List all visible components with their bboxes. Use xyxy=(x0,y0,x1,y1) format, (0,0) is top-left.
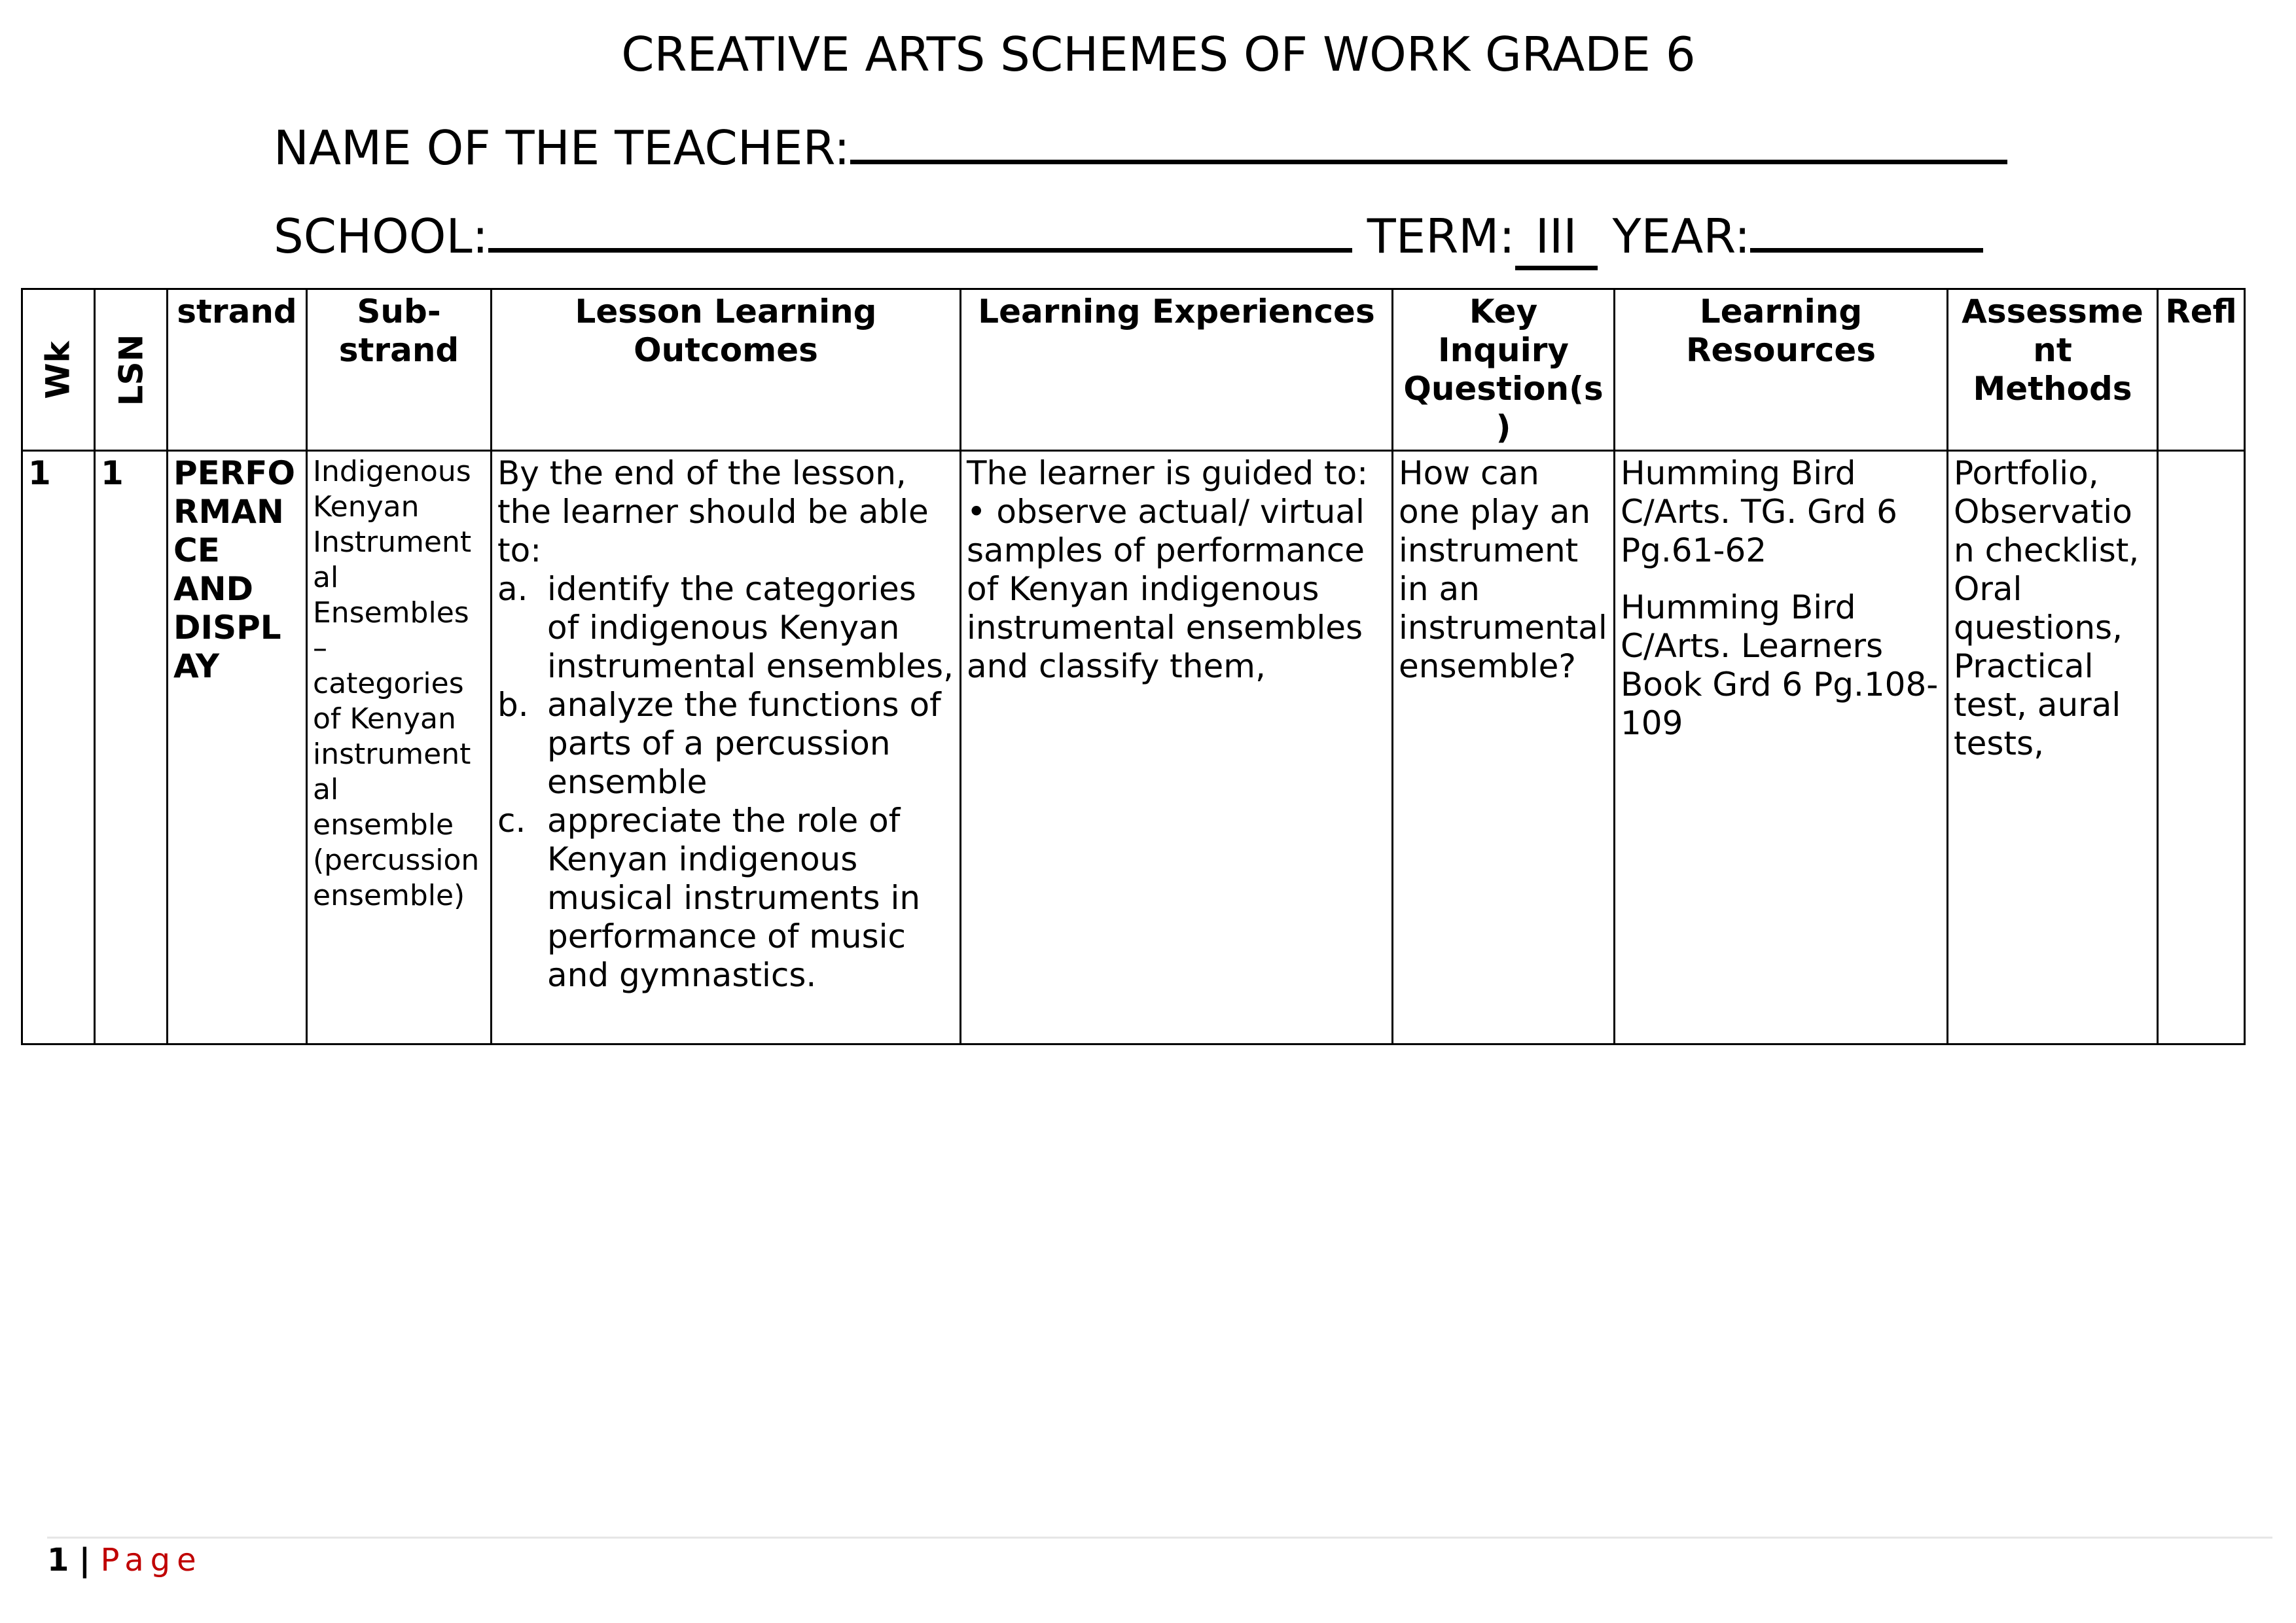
teacher-label: NAME OF THE TEACHER: xyxy=(274,120,850,175)
list-item: a. identify the categories of indigenous Kenyan instrumental ensembles, xyxy=(497,570,954,685)
scheme-of-work-table xyxy=(21,288,2246,1045)
table-header-row xyxy=(22,289,2245,451)
header-resources: Learning Resources xyxy=(1615,289,1948,451)
page-footer xyxy=(47,1539,203,1581)
term-value: III xyxy=(1515,207,1598,270)
term-label: TERM: xyxy=(1367,209,1515,264)
cell-assessment: Portfolio, Observation checklist, Oral questions, Practical test, aural tests, xyxy=(1948,451,2158,1044)
teacher-name-line xyxy=(274,113,2007,177)
header-experiences: Learning Experiences xyxy=(961,289,1393,451)
footer-divider xyxy=(47,1537,2272,1539)
school-blank xyxy=(488,201,1352,253)
year-label: YEAR: xyxy=(1612,209,1751,264)
list-item: c. appreciate the role of Kenyan indigenous musical instruments in performance of music and gymnastics. xyxy=(497,802,921,994)
list-item: b. analyze the functions of parts of a percussion ensemble xyxy=(497,686,941,801)
header-wk: Wk xyxy=(22,289,95,451)
outcomes-intro: By the end of the lesson, the learner should be able to: xyxy=(497,454,929,569)
cell-wk: 1 xyxy=(22,451,95,1044)
cell-strand: PERFORMANCE AND DISPLAY xyxy=(168,451,307,1044)
header-lsn: LSN xyxy=(95,289,168,451)
year-blank xyxy=(1750,201,1983,253)
cell-inquiry: How can one play an instrument in an instrumental ensemble? xyxy=(1393,451,1615,1044)
page-label: Page xyxy=(100,1542,203,1578)
table-row xyxy=(22,451,2245,1044)
cell-experiences xyxy=(961,451,1393,1044)
cell-substrand: Indigenous Kenyan Instrumental Ensembles – categories of Kenyan instrumental ensemble (percussion ensemble) xyxy=(307,451,492,1044)
document-title: CREATIVE ARTS SCHEMES OF WORK GRADE 6 xyxy=(621,27,1696,82)
cell-refl xyxy=(2158,451,2245,1044)
experiences-text: • observe actual/ virtual samples of performance of Kenyan indigenous instrumental ensembles and classify them, xyxy=(967,493,1365,685)
header-refl: Refl xyxy=(2158,289,2245,451)
header-strand: strand xyxy=(168,289,307,451)
header-substrand: Sub-strand xyxy=(307,289,492,451)
header-assessment: Assessment Methods xyxy=(1948,289,2158,451)
school-term-year-line xyxy=(274,201,1983,270)
school-label: SCHOOL: xyxy=(274,209,488,264)
cell-outcomes xyxy=(492,451,961,1044)
experiences-intro: The learner is guided to: xyxy=(967,454,1369,492)
outcomes-list xyxy=(497,570,954,995)
teacher-name-blank xyxy=(850,113,2007,164)
cell-resources xyxy=(1615,451,1948,1044)
header-outcomes: Lesson Learning Outcomes xyxy=(492,289,961,451)
page-number: 1 xyxy=(47,1542,69,1578)
resource-item: Humming Bird C/Arts. TG. Grd 6 Pg.61-62 xyxy=(1621,454,1897,569)
header-inquiry: Key Inquiry Question(s) xyxy=(1393,289,1615,451)
cell-lsn: 1 xyxy=(95,451,168,1044)
footer-separator: | xyxy=(79,1542,91,1578)
resource-item: Humming Bird C/Arts. Learners Book Grd 6 Pg.108-109 xyxy=(1621,588,1939,742)
